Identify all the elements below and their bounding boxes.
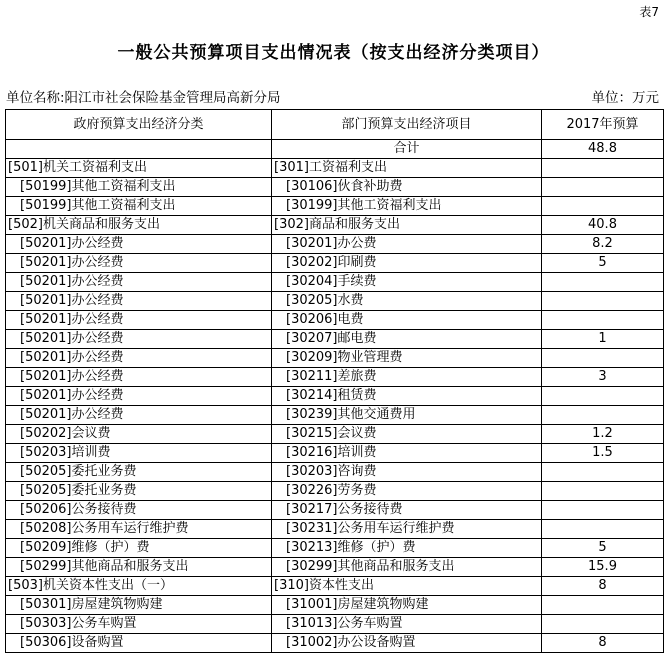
gov-category-cell: [50203]培训费	[6, 444, 272, 463]
dept-item-cell: [30209]物业管理费	[272, 349, 542, 368]
gov-category-cell: [50301]房屋建筑物购建	[6, 596, 272, 615]
gov-category-cell: [50201]办公经费	[6, 235, 272, 254]
gov-category-cell: [50299]其他商品和服务支出	[6, 558, 272, 577]
table-row	[6, 444, 664, 463]
budget-amount-cell: 8.2	[542, 235, 664, 254]
budget-amount-cell	[542, 596, 664, 615]
gov-category-cell: [50208]公务用车运行维护费	[6, 520, 272, 539]
dept-item-cell: [30239]其他交通费用	[272, 406, 542, 425]
dept-item-cell: [30211]差旅费	[272, 368, 542, 387]
gov-category-cell: [50201]办公经费	[6, 349, 272, 368]
dept-item-cell: [30299]其他商品和服务支出	[272, 558, 542, 577]
dept-item-cell: [31013]公务车购置	[272, 615, 542, 634]
gov-category-cell: [50199]其他工资福利支出	[6, 197, 272, 216]
dept-item-cell: [30206]电费	[272, 311, 542, 330]
budget-amount-cell	[542, 273, 664, 292]
gov-category-cell: [503]机关资本性支出（一）	[6, 577, 272, 596]
dept-item-cell: [310]资本性支出	[272, 577, 542, 596]
budget-amount-cell	[542, 615, 664, 634]
budget-amount-cell	[542, 159, 664, 178]
dept-item-cell: [30106]伙食补助费	[272, 178, 542, 197]
table-row	[6, 349, 664, 368]
budget-amount-cell: 5	[542, 254, 664, 273]
budget-amount-cell: 1	[542, 330, 664, 349]
table-number: 表7	[639, 5, 659, 19]
dept-item-cell: [30214]租赁费	[272, 387, 542, 406]
table-row	[6, 235, 664, 254]
dept-item-cell: [301]工资福利支出	[272, 159, 542, 178]
gov-category-cell: [50201]办公经费	[6, 273, 272, 292]
budget-amount-cell: 8	[542, 577, 664, 596]
gov-category-cell: [50201]办公经费	[6, 387, 272, 406]
budget-amount-cell: 3	[542, 368, 664, 387]
column-header-gov: 政府预算支出经济分类	[6, 110, 272, 140]
budget-amount-cell	[542, 463, 664, 482]
gov-category-cell: [50201]办公经费	[6, 311, 272, 330]
budget-amount-cell: 1.2	[542, 425, 664, 444]
budget-amount-cell	[542, 178, 664, 197]
table-row	[6, 254, 664, 273]
table-row	[6, 311, 664, 330]
gov-category-cell: [50205]委托业务费	[6, 463, 272, 482]
budget-amount-cell	[542, 292, 664, 311]
table-row	[6, 216, 664, 235]
total-empty-cell	[6, 140, 272, 159]
table-row	[6, 425, 664, 444]
gov-category-cell: [50205]委托业务费	[6, 482, 272, 501]
table-row	[6, 482, 664, 501]
budget-amount-cell	[542, 482, 664, 501]
budget-amount-cell	[542, 349, 664, 368]
table-row	[6, 634, 664, 653]
currency-unit: 单位：万元	[591, 90, 659, 106]
gov-category-cell: [50201]办公经费	[6, 368, 272, 387]
budget-amount-cell	[542, 406, 664, 425]
dept-item-cell: [30205]水费	[272, 292, 542, 311]
dept-item-cell: [30213]维修（护）费	[272, 539, 542, 558]
dept-item-cell: [31001]房屋建筑物购建	[272, 596, 542, 615]
dept-item-cell: [30216]培训费	[272, 444, 542, 463]
gov-category-cell: [50306]设备购置	[6, 634, 272, 653]
table-row	[6, 539, 664, 558]
budget-amount-cell	[542, 520, 664, 539]
budget-amount-cell: 15.9	[542, 558, 664, 577]
page-title: 一般公共预算项目支出情况表（按支出经济分类项目）	[117, 43, 550, 63]
gov-category-cell: [50201]办公经费	[6, 330, 272, 349]
dept-item-cell: [31002]办公设备购置	[272, 634, 542, 653]
budget-table	[5, 109, 664, 653]
dept-item-cell: [30226]劳务费	[272, 482, 542, 501]
dept-item-cell: [30217]公务接待费	[272, 501, 542, 520]
total-row	[6, 140, 664, 159]
budget-amount-cell: 40.8	[542, 216, 664, 235]
table-row	[6, 330, 664, 349]
dept-item-cell: [30199]其他工资福利支出	[272, 197, 542, 216]
table-row	[6, 520, 664, 539]
dept-item-cell: [30204]手续费	[272, 273, 542, 292]
total-amount: 48.8	[542, 140, 664, 159]
table-row	[6, 273, 664, 292]
dept-item-cell: [30231]公务用车运行维护费	[272, 520, 542, 539]
gov-category-cell: [50303]公务车购置	[6, 615, 272, 634]
table-row	[6, 558, 664, 577]
gov-category-cell: [50201]办公经费	[6, 254, 272, 273]
total-label: 合计	[272, 140, 542, 159]
dept-item-cell: [30201]办公费	[272, 235, 542, 254]
table-row	[6, 615, 664, 634]
table-row	[6, 406, 664, 425]
dept-item-cell: [302]商品和服务支出	[272, 216, 542, 235]
table-row	[6, 577, 664, 596]
column-header-dept: 部门预算支出经济项目	[272, 110, 542, 140]
gov-category-cell: [501]机关工资福利支出	[6, 159, 272, 178]
dept-item-cell: [30207]邮电费	[272, 330, 542, 349]
table-row	[6, 368, 664, 387]
budget-amount-cell: 1.5	[542, 444, 664, 463]
budget-amount-cell	[542, 501, 664, 520]
budget-amount-cell: 5	[542, 539, 664, 558]
unit-name: 单位名称:阳江市社会保险基金管理局高新分局	[6, 90, 281, 106]
budget-amount-cell	[542, 387, 664, 406]
table-row	[6, 178, 664, 197]
column-header-budget: 2017年预算	[542, 110, 664, 140]
gov-category-cell: [50201]办公经费	[6, 292, 272, 311]
dept-item-cell: [30203]咨询费	[272, 463, 542, 482]
table-row	[6, 292, 664, 311]
gov-category-cell: [50199]其他工资福利支出	[6, 178, 272, 197]
budget-amount-cell	[542, 311, 664, 330]
gov-category-cell: [50201]办公经费	[6, 406, 272, 425]
budget-amount-cell: 8	[542, 634, 664, 653]
table-row	[6, 596, 664, 615]
table-row	[6, 501, 664, 520]
dept-item-cell: [30202]印刷费	[272, 254, 542, 273]
table-row	[6, 387, 664, 406]
gov-category-cell: [502]机关商品和服务支出	[6, 216, 272, 235]
gov-category-cell: [50209]维修（护）费	[6, 539, 272, 558]
table-row	[6, 159, 664, 178]
header-row	[6, 110, 664, 140]
dept-item-cell: [30215]会议费	[272, 425, 542, 444]
table-row	[6, 197, 664, 216]
table-row	[6, 463, 664, 482]
gov-category-cell: [50206]公务接待费	[6, 501, 272, 520]
budget-amount-cell	[542, 197, 664, 216]
gov-category-cell: [50202]会议费	[6, 425, 272, 444]
